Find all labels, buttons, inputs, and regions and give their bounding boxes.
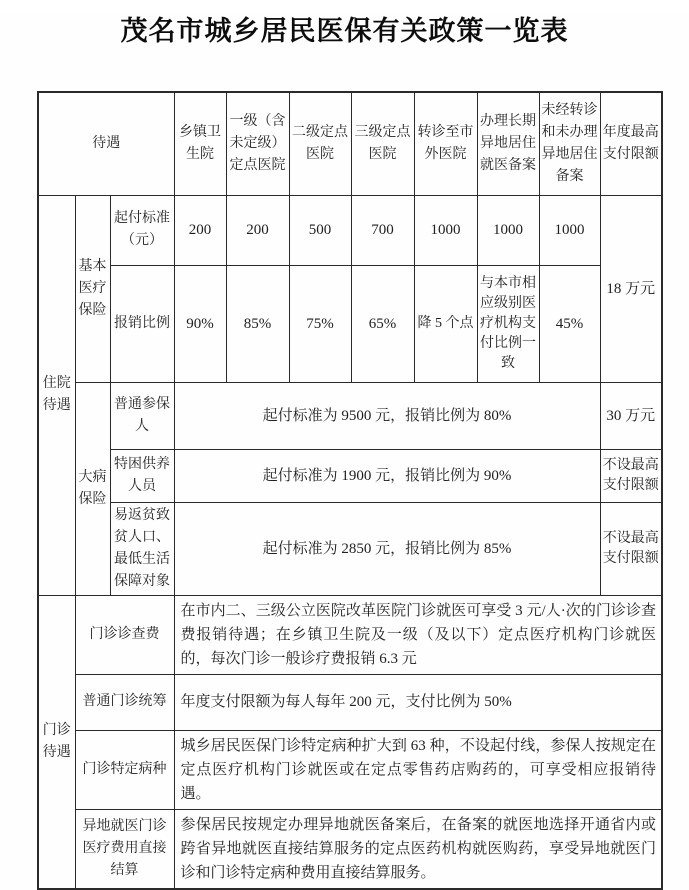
remote-settlement-detail: 参保居民按规定办理异地就医备案后，在备案的就医地选择开通省内或跨省异地就医直接结算服务的定点医药机构就医购药，享受异地就医门诊和门诊特定病种费用直接结算服务。: [174, 809, 662, 889]
reimbursement-value-level2: 75%: [289, 265, 351, 382]
reimbursement-value-long-term-remote: 与本市相应级别医疗机构支付比例一致: [477, 265, 539, 382]
treatment-header: 待遇: [38, 92, 174, 195]
page-title: 茂名市城乡居民医保有关政策一览表: [120, 16, 569, 46]
ordinary-insured-detail: 起付标准为 9500 元，报销比例为 80%: [174, 382, 600, 449]
section-label-hospitalization: 住院待遇: [38, 195, 75, 595]
group-label-major-illness-insurance: 大病保险: [75, 382, 110, 595]
row-label-poverty-return: 易返贫致贫人口、最低生活保障对象: [110, 502, 174, 595]
policy-table: [37, 91, 663, 890]
basic-annual-limit: 18 万元: [600, 195, 662, 382]
col-header-level3-designated-hospital: 三级定点医院: [351, 92, 414, 195]
row-label-general-outpatient: 普通门诊统筹: [75, 674, 174, 730]
deductible-value-no-referral: 1000: [539, 195, 600, 265]
deductible-value-referral: 1000: [414, 195, 477, 265]
row-label-outpatient-exam-fee: 门诊诊查费: [75, 595, 174, 674]
col-header-annual-payment-limit: 年度最高支付限额: [600, 92, 662, 195]
row-label-reimbursement-ratio: 报销比例: [110, 265, 174, 382]
deductible-row: [38, 195, 662, 265]
col-header-no-referral-no-registration: 未经转诊和未办理异地居住备案: [539, 92, 600, 195]
col-header-township-health-center: 乡镇卫生院: [174, 92, 226, 195]
reimbursement-row: [38, 265, 662, 382]
general-outpatient-row: [38, 674, 662, 730]
poverty-return-limit: 不设最高支付限额: [600, 502, 662, 595]
reimbursement-value-level3: 65%: [351, 265, 414, 382]
reimbursement-value-township: 90%: [174, 265, 226, 382]
outpatient-exam-fee-row: [38, 595, 662, 674]
deductible-value-level3: 700: [351, 195, 414, 265]
document-page: [0, 14, 689, 890]
row-label-ordinary-insured: 普通参保人: [110, 382, 174, 449]
poverty-return-detail: 起付标准为 2850 元，报销比例为 85%: [174, 502, 600, 595]
general-outpatient-detail: 年度支付限额为每人每年 200 元，支付比例为 50%: [174, 674, 662, 730]
col-header-long-term-remote-registered: 办理长期异地居住就医备案: [477, 92, 539, 195]
reimbursement-value-no-referral: 45%: [539, 265, 600, 382]
row-label-deductible: 起付标准（元）: [110, 195, 174, 265]
col-header-level2-designated-hospital: 二级定点医院: [289, 92, 351, 195]
reimbursement-value-referral: 降 5 个点: [414, 265, 477, 382]
deductible-value-level1: 200: [226, 195, 289, 265]
poverty-return-row: [38, 502, 662, 595]
header-row: [38, 92, 662, 195]
ordinary-insured-row: [38, 382, 662, 449]
outpatient-exam-fee-detail: 在市内二、三级公立医院改革医院门诊就医可享受 3 元/人·次的门诊诊查费报销待遇；在乡镇卫生院及一级（及以下）定点医疗机构门诊就医的，每次门诊一般诊疗费报销 6.3 元: [174, 595, 662, 674]
destitute-supported-limit: 不设最高支付限额: [600, 449, 662, 502]
row-label-destitute-supported: 特困供养人员: [110, 449, 174, 502]
deductible-value-level2: 500: [289, 195, 351, 265]
col-header-referral-outside-city: 转诊至市外医院: [414, 92, 477, 195]
row-label-remote-settlement: 异地就医门诊医疗费用直接结算: [75, 809, 174, 889]
reimbursement-value-level1: 85%: [226, 265, 289, 382]
special-disease-detail: 城乡居民医保门诊特定病种扩大到 63 种，不设起付线，参保人按规定在定点医疗机构门诊就医或在定点零售药店购药的，可享受相应报销待遇。: [174, 730, 662, 809]
ordinary-insured-limit: 30 万元: [600, 382, 662, 449]
destitute-row: [38, 449, 662, 502]
row-label-special-disease: 门诊特定病种: [75, 730, 174, 809]
remote-settlement-row: [38, 809, 662, 889]
destitute-supported-detail: 起付标准为 1900 元，报销比例为 90%: [174, 449, 600, 502]
deductible-value-township: 200: [174, 195, 226, 265]
col-header-level1-designated-hospital: 一级（含未定级）定点医院: [226, 92, 289, 195]
section-label-outpatient: 门诊待遇: [38, 595, 75, 889]
deductible-value-long-term-remote: 1000: [477, 195, 539, 265]
group-label-basic-medical-insurance: 基本医疗保险: [75, 195, 110, 382]
special-disease-row: [38, 730, 662, 809]
